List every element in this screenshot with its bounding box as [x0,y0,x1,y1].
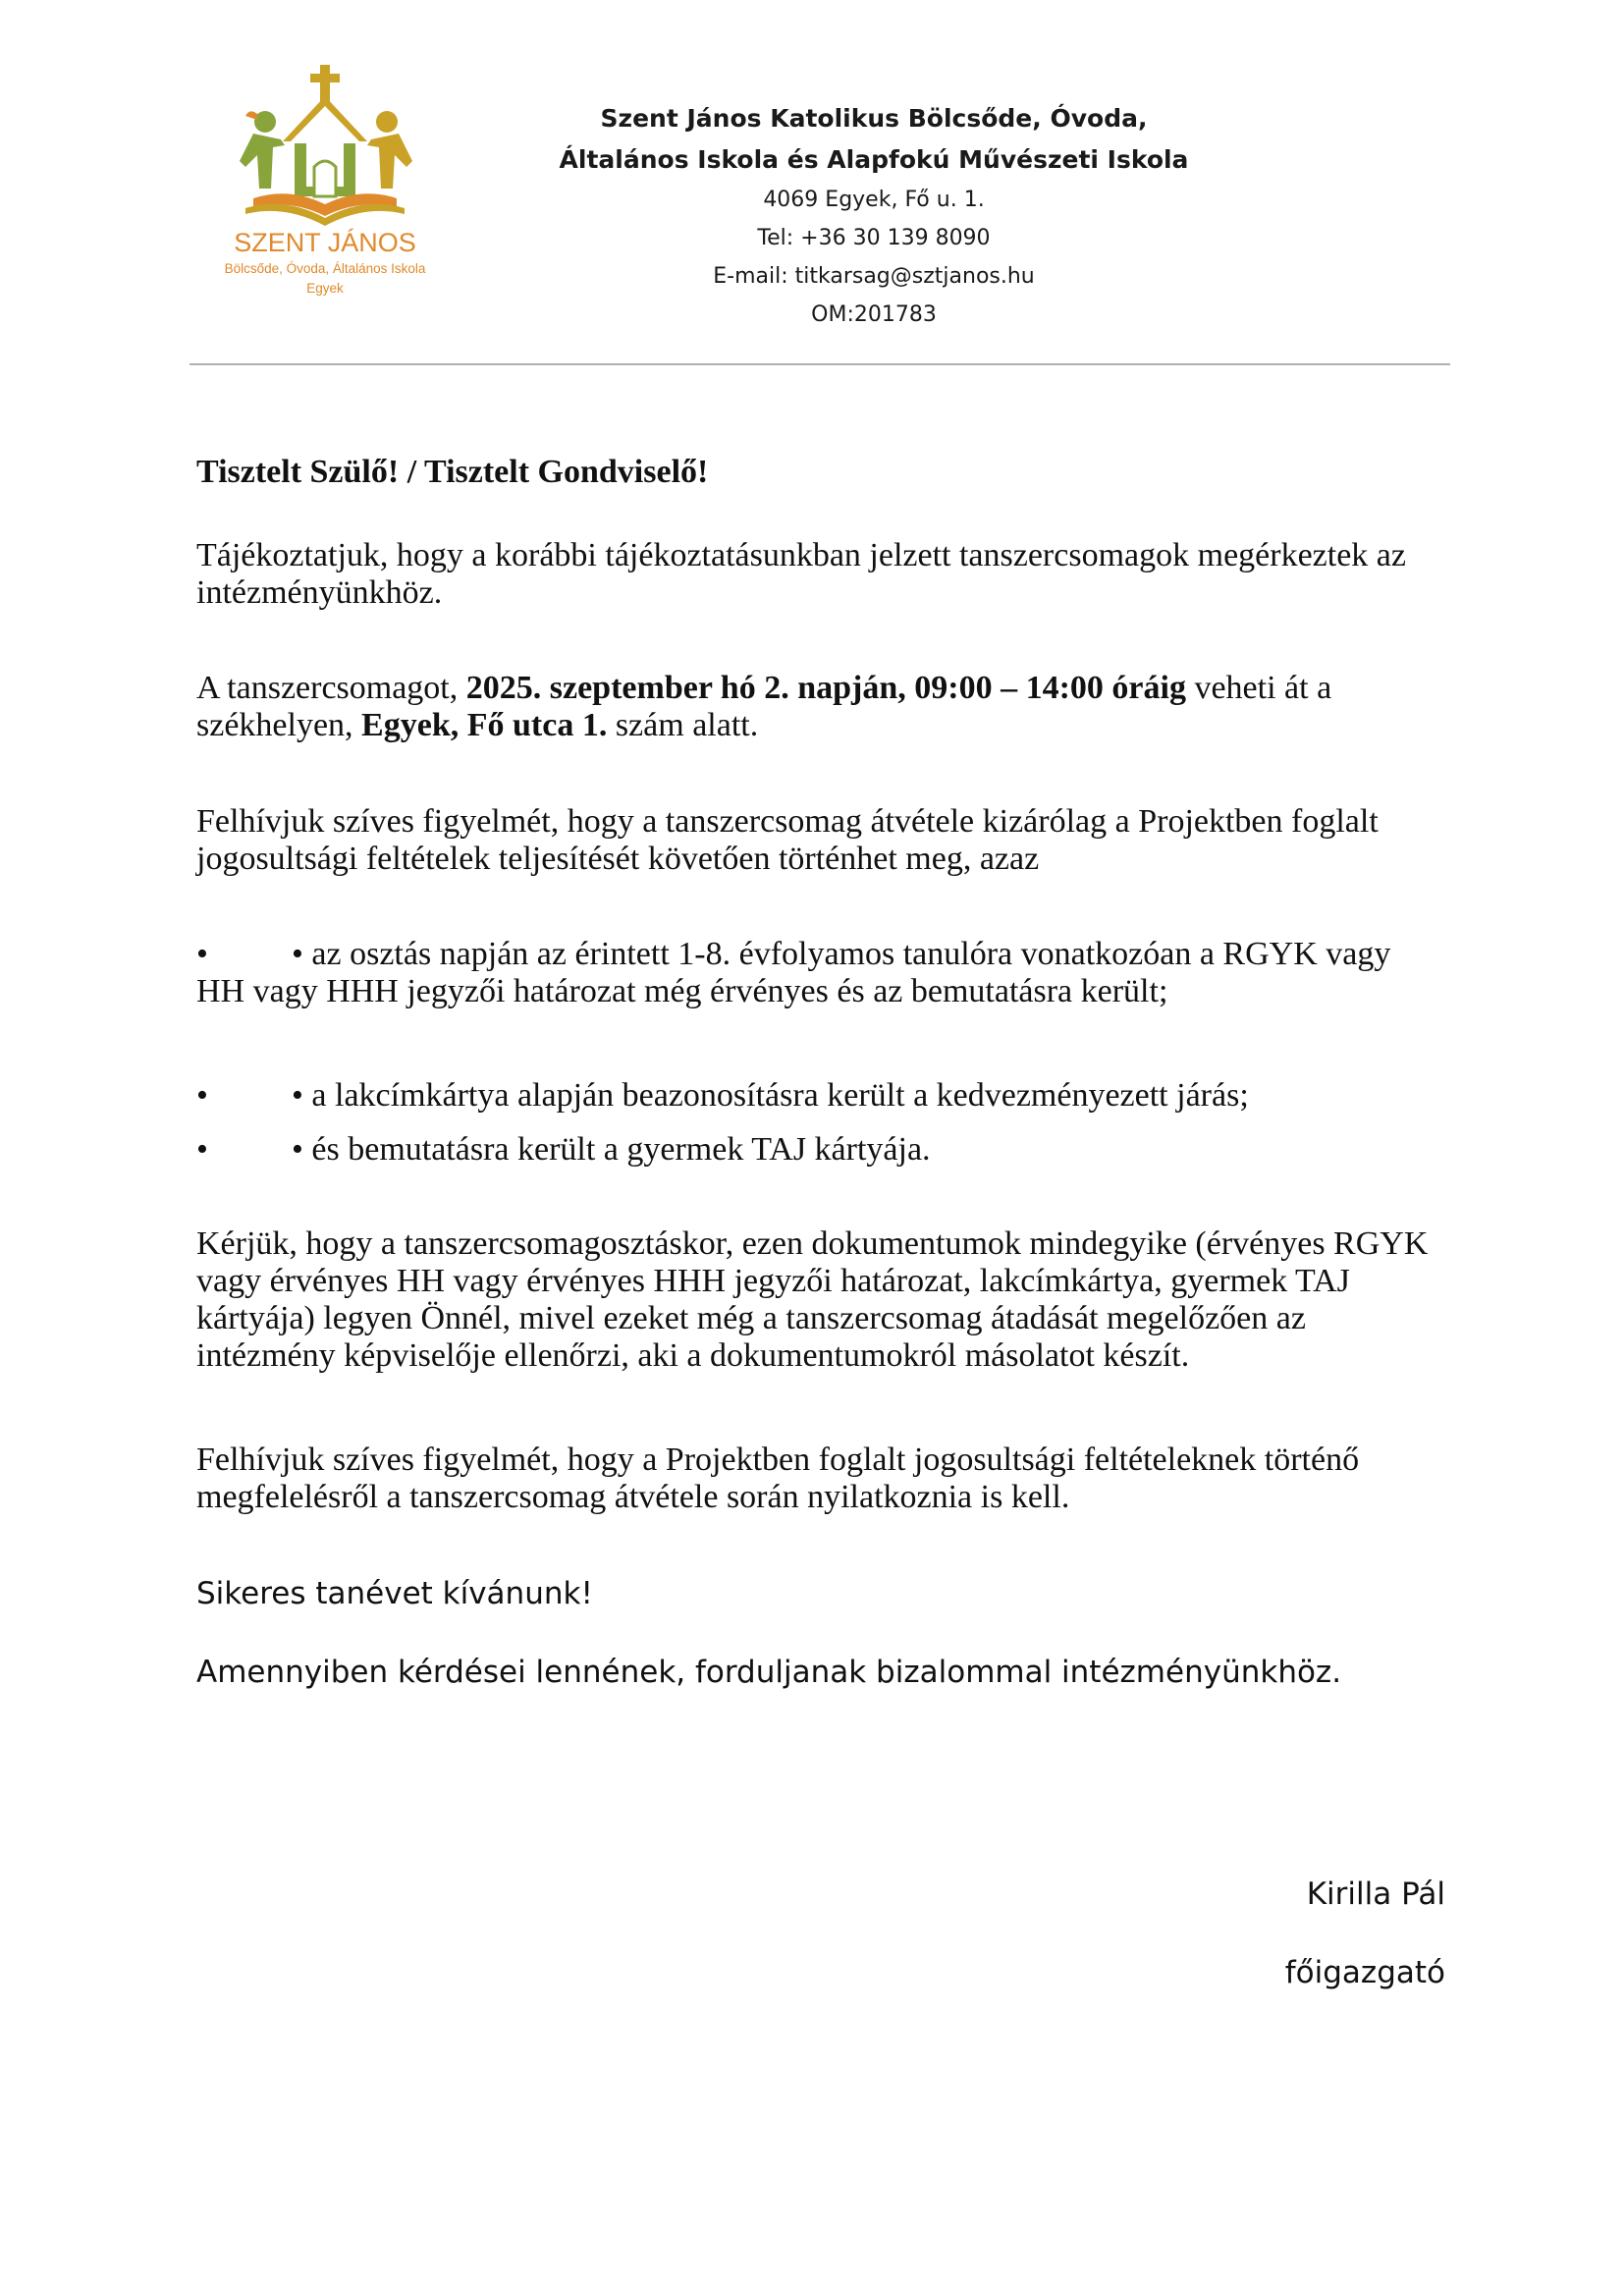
door-icon [314,161,336,196]
school-logo [224,61,430,297]
header-divider [189,363,1450,365]
pickup-text-3: szám alatt. [607,707,759,743]
pickup-date: 2025. szeptember hó 2. napján, 09:00 – 14:00 óráig [465,670,1186,706]
greeting: Tisztelt Szülő! / Tisztelt Gondviselő! [196,454,709,490]
institution-name-line2: Általános Iskola és Alapfokú Művészeti Iskola [559,145,1189,174]
list-item-text: • az osztás napján az érintett 1-8. évfolyamos tanulóra vonatkozóan a RGYK vagy HH vagy HHH jegyzői határozat még érvényes és az bemutatásra került; [196,936,1391,1009]
closing-wish: Sikeres tanévet kívánunk! [196,1576,593,1611]
logo-subtitle: Bölcsőde, Óvoda, Általános Iskola [224,261,426,276]
institution-name-line1: Szent János Katolikus Bölcsőde, Óvoda, [600,104,1148,133]
school-logo-icon [224,61,430,297]
child-left-icon [254,111,276,133]
house-roof-icon [283,96,367,141]
institution-om: OM:201783 [811,302,937,327]
signature-title: főigazgató [1284,1955,1445,1990]
institution-email: E-mail: titkarsag@sztjanos.hu [713,264,1035,289]
logo-title: SZENT JÁNOS [234,228,416,257]
bullet-marker: • [196,1131,208,1168]
signature-name: Kirilla Pál [1306,1877,1445,1912]
list-item-text: • a lakcímkártya alapján beazonosításra került a kedvezményezett járás; [292,1077,1249,1114]
paragraph-declaration: Felhívjuk szíves figyelmét, hogy a Projektben foglalt jogosultsági feltételeknek történő megfelelésről a tanszercsomag átvétele során nyilatkoznia is kell. [196,1442,1360,1515]
paragraph-pickup [196,670,1434,744]
list-item-text: • és bemutatásra került a gyermek TAJ kártyája. [292,1131,931,1168]
child-right-icon [376,111,398,133]
institution-address: 4069 Egyek, Fő u. 1. [763,188,985,212]
pickup-text-1: A tanszercsomagot, [196,670,466,706]
list-item [196,936,1434,1010]
bullet-marker: • [196,936,208,972]
paragraph-arrival: Tájékoztatjuk, hogy a korábbi tájékoztatásunkban jelzett tanszercsomagok megérkeztek az intézményünkhöz. [196,537,1406,611]
pickup-text-2: veheti át a székhelyen, [196,670,1332,743]
institution-phone: Tel: +36 30 139 8090 [757,226,991,250]
logo-town: Egyek [306,281,344,296]
paragraph-documents: Kérjük, hogy a tanszercsomagosztáskor, ezen dokumentumok mindegyike (érvényes RGYK vagy érvényes HH vagy érvényes HHH jegyzői határozat, lakcímkártya, gyermek TAJ kártyája) legyen Önnél, mivel ezeket még a tanszercsomag átadását megelőzően az intézmény képviselője ellenőrzi, aki a dokumentumokról másolatot készít. [196,1225,1429,1374]
bullet-marker: • [196,1077,208,1114]
letterhead [511,98,1237,334]
list-item [196,1077,1434,1115]
list-item [196,1131,1434,1169]
paragraph-conditions: Felhívjuk szíves figyelmét, hogy a tanszercsomag átvétele kizárólag a Projektben foglalt jogosultsági feltételek teljesítését követően történhet meg, azaz [196,803,1379,877]
closing-contact: Amennyiben kérdései lennének, forduljanak bizalommal intézményünkhöz. [196,1655,1342,1690]
pickup-address: Egyek, Fő utca 1. [361,707,608,743]
